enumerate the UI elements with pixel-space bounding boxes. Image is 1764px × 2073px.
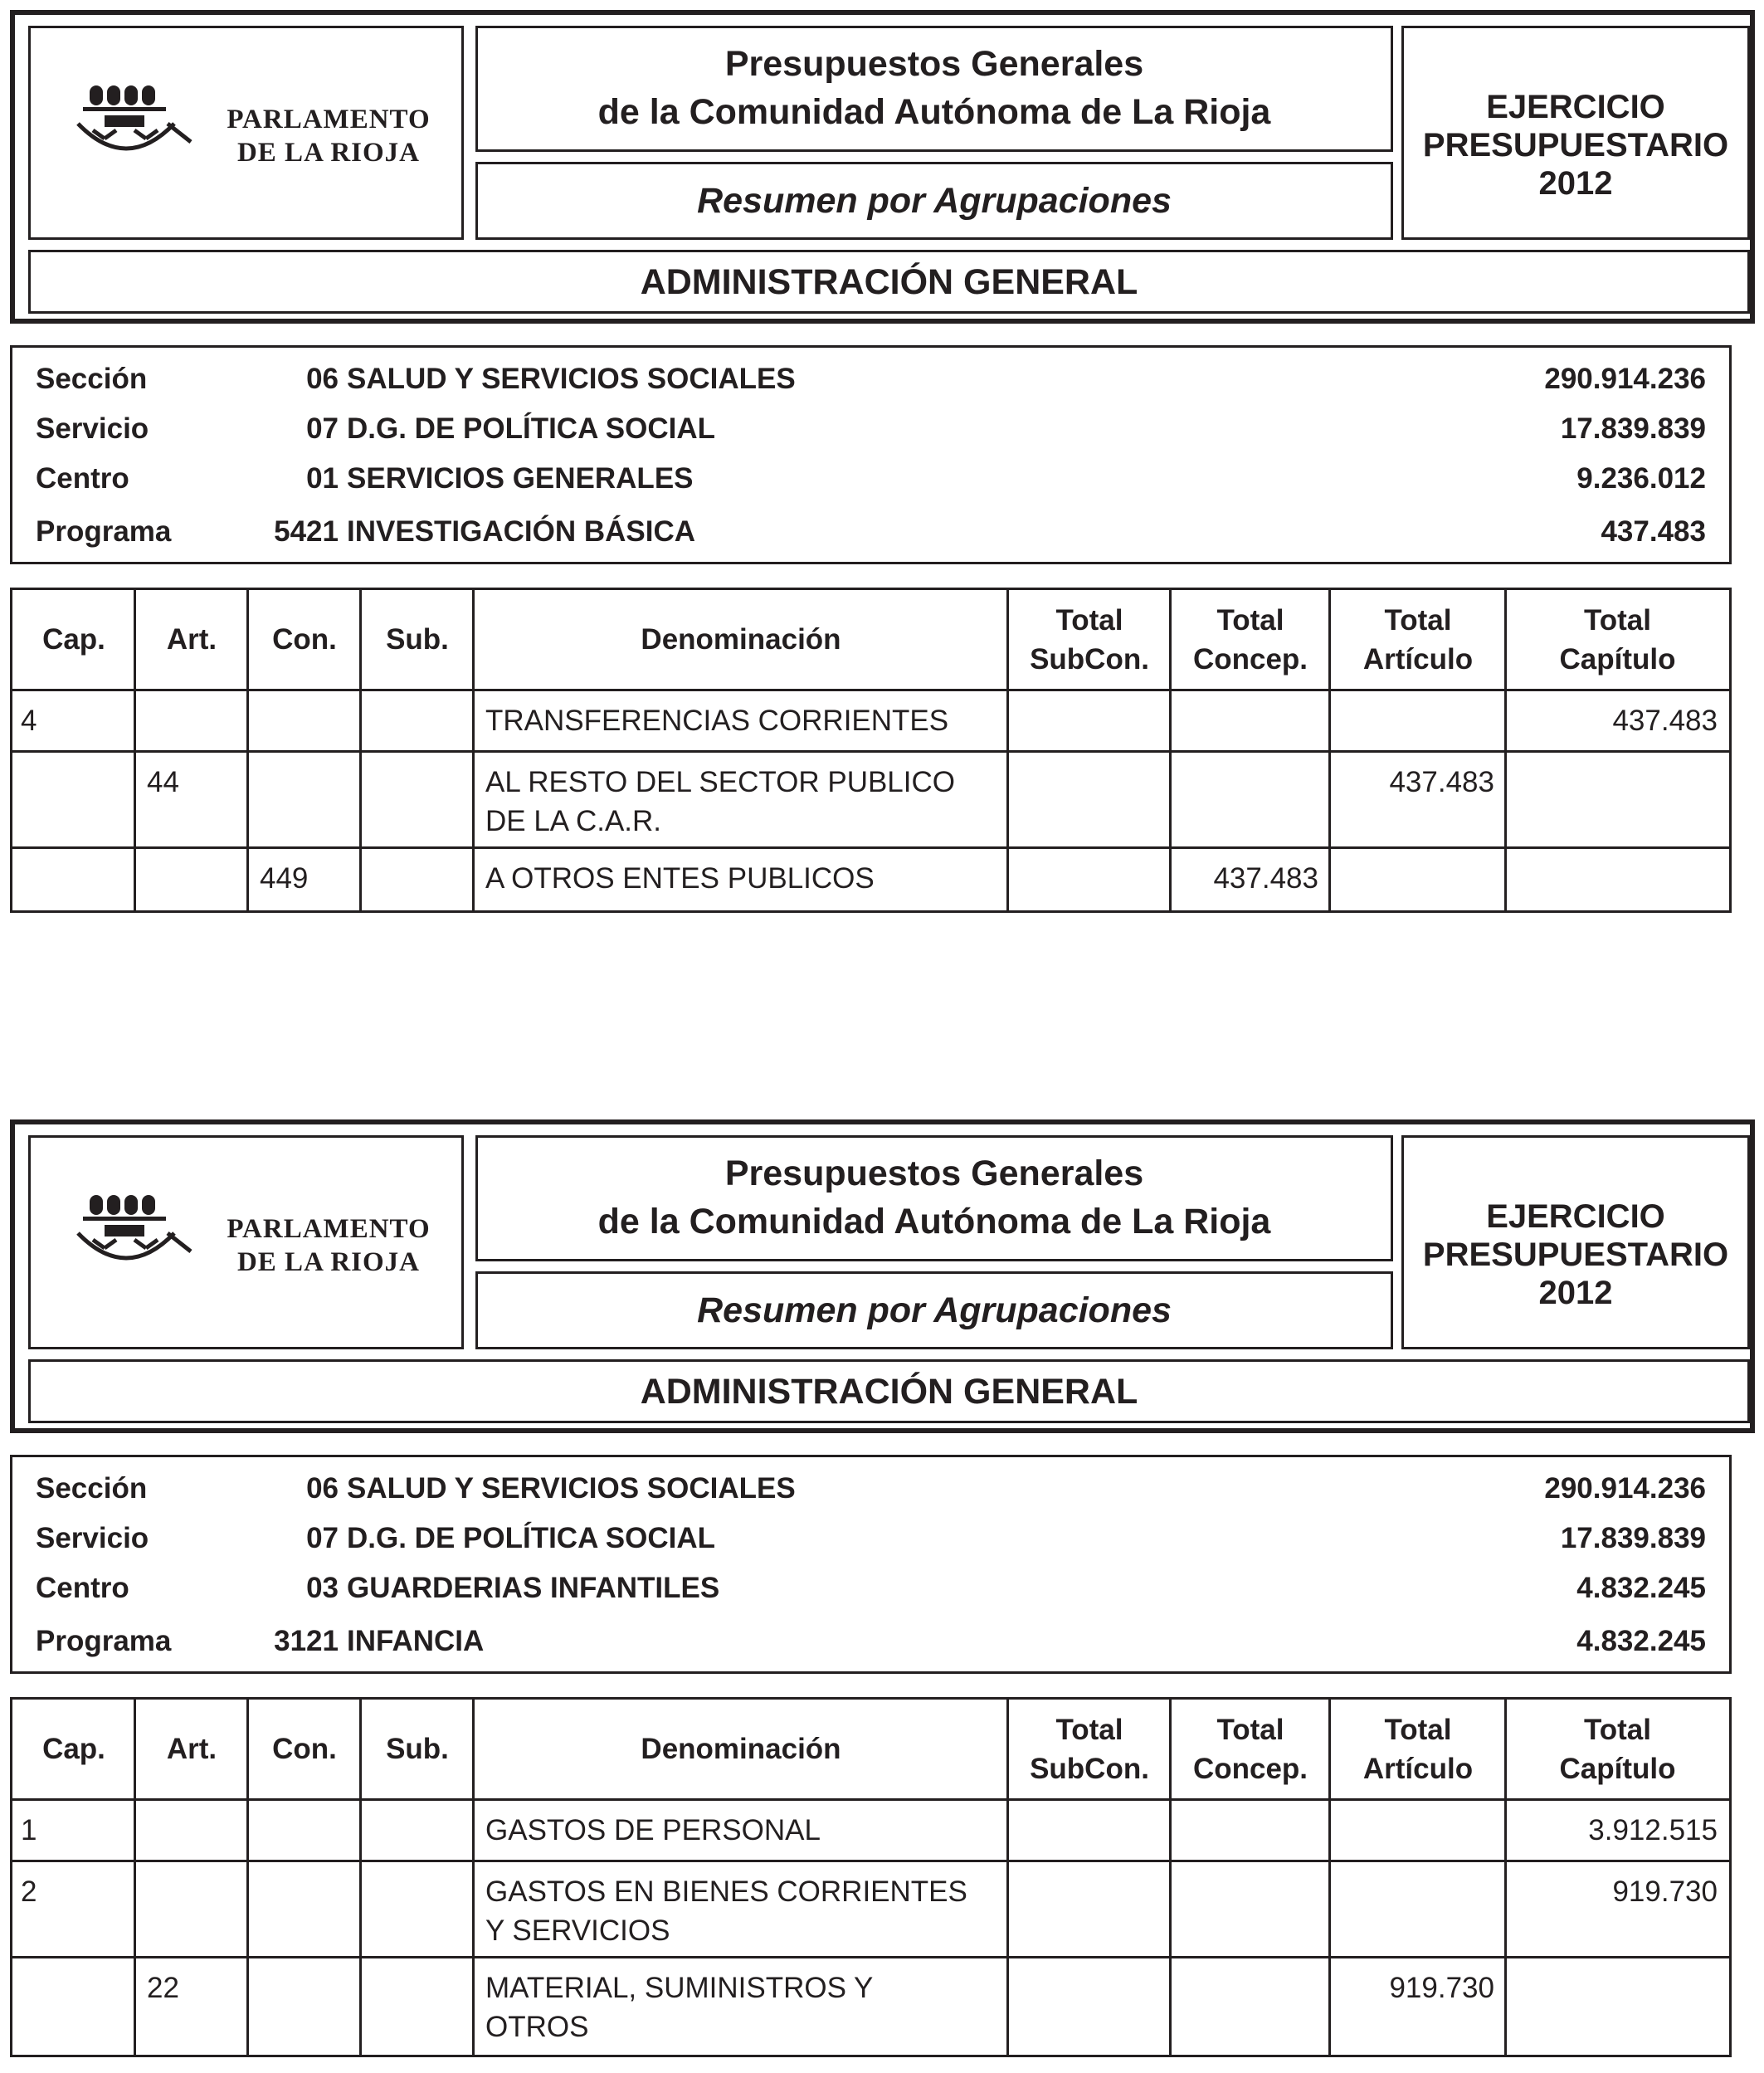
table-row [12,691,1729,753]
info-amount: 290.914.236 [1544,363,1706,395]
column-divider [1504,753,1507,846]
info-code: 3121 [274,1625,339,1657]
info-code: 03 [306,1572,339,1604]
column-divider [134,1862,136,1956]
budget-page [0,0,1764,996]
table-row [12,753,1729,849]
parliament-logo-icon [76,82,201,173]
column-divider [1006,590,1009,689]
column-header-cap: Cap. [42,1733,105,1765]
budget-info-box [10,1455,1732,1674]
info-label: Sección [36,1472,148,1505]
fiscal-year-label-line2: PRESUPUESTARIO [1422,127,1729,163]
document-title-line1: Presupuestos Generales [724,1154,1144,1193]
document-subtitle-box [475,162,1393,240]
column-divider [1328,590,1331,689]
column-divider [1169,1700,1172,1798]
column-divider [359,1862,362,1956]
column-divider [359,753,362,846]
info-row-centro [12,1563,1729,1613]
column-divider [1169,590,1172,689]
info-row-programa [12,507,1729,557]
column-divider [246,1958,249,2055]
info-code: 07 [306,1522,339,1554]
cell-denominacion: AL RESTO DEL SECTOR PUBLICO DE LA C.A.R. [485,766,955,837]
column-header-total-articulo: Total Artículo [1362,603,1474,676]
column-header-total-capitulo: Total Capítulo [1559,603,1676,676]
cell-denominacion: TRANSFERENCIAS CORRIENTES [485,705,949,737]
table-body [12,691,1729,910]
column-divider [246,1801,249,1860]
parliament-logo-icon [76,1192,201,1283]
info-row-servicio [12,1514,1729,1563]
fiscal-year-box [1401,26,1750,240]
column-divider [359,590,362,689]
column-divider [1504,590,1507,689]
fiscal-year-value: 2012 [1538,1275,1613,1311]
column-divider [1006,1700,1009,1798]
administration-title: ADMINISTRACIÓN GENERAL [640,1372,1138,1412]
cell-total-capitulo: 3.912.515 [1588,1814,1718,1846]
document-subtitle: Resumen por Agrupaciones [697,1290,1172,1330]
info-label: Programa [36,1625,172,1657]
column-divider [472,691,475,750]
column-header-art: Art. [166,623,217,656]
cell-cap: 1 [21,1814,37,1846]
info-row-servicio [12,404,1729,454]
fiscal-year-label-line1: EJERCICIO [1486,1198,1665,1235]
info-amount: 290.914.236 [1544,1472,1706,1505]
cell-total-capitulo: 919.730 [1612,1875,1718,1908]
info-row-centro [12,454,1729,504]
fiscal-year-box [1401,1135,1750,1349]
column-divider [472,1958,475,2055]
table-row [12,1801,1729,1862]
column-divider [1006,1801,1009,1860]
budget-table [10,1697,1732,2057]
column-divider [1328,1801,1331,1860]
institution-name-line1: PARLAMENTO [227,1214,431,1244]
info-label: Servicio [36,1522,149,1554]
column-divider [1169,1958,1172,2055]
cell-art: 22 [147,1972,179,2004]
column-divider [246,849,249,910]
column-divider [472,753,475,846]
column-header-total-articulo: Total Artículo [1362,1713,1474,1785]
info-name: INVESTIGACIÓN BÁSICA [347,515,696,548]
info-code: 5421 [274,515,339,548]
info-name: SALUD Y SERVICIOS SOCIALES [347,1472,796,1505]
column-divider [1328,849,1331,910]
cell-denominacion: GASTOS EN BIENES CORRIENTES Y SERVICIOS [485,1875,967,1947]
info-amount: 17.839.839 [1560,412,1706,445]
info-amount: 4.832.245 [1576,1625,1706,1657]
column-divider [1328,1862,1331,1956]
budget-info-box [10,345,1732,564]
column-divider [134,1958,136,2055]
cell-cap: 4 [21,705,37,737]
cell-denominacion: A OTROS ENTES PUBLICOS [485,862,875,895]
cell-total-articulo: 919.730 [1389,1972,1494,2004]
page-header [10,1119,1755,1433]
column-divider [472,590,475,689]
column-divider [1328,753,1331,846]
cell-denominacion: GASTOS DE PERSONAL [485,1814,821,1846]
info-label: Centro [36,1572,129,1604]
column-header-total-concep: Total Concep. [1192,603,1308,676]
column-header-total-capitulo: Total Capítulo [1559,1713,1676,1785]
column-divider [1169,1862,1172,1956]
column-divider [1006,691,1009,750]
column-divider [1504,1862,1507,1956]
column-divider [134,849,136,910]
column-divider [359,1801,362,1860]
document-title-box [475,1135,1393,1261]
column-divider [1006,1862,1009,1956]
column-divider [134,753,136,846]
info-amount: 4.832.245 [1576,1572,1706,1604]
column-divider [246,691,249,750]
info-name: SERVICIOS GENERALES [347,462,694,495]
column-header-con: Con. [272,1733,337,1765]
info-label: Sección [36,363,148,395]
column-divider [1504,1958,1507,2055]
cell-con: 449 [260,862,309,895]
info-row-programa [12,1617,1729,1666]
column-header-denominacion: Denominación [641,623,841,656]
column-divider [1169,1801,1172,1860]
column-divider [134,590,136,689]
document-title-line1: Presupuestos Generales [724,44,1144,84]
column-divider [1006,1958,1009,2055]
column-header-sub: Sub. [386,1733,449,1765]
cell-total-articulo: 437.483 [1389,766,1494,798]
column-divider [246,590,249,689]
column-header-art: Art. [166,1733,217,1765]
column-header-con: Con. [272,623,337,656]
document-title-line2: de la Comunidad Autónoma de La Rioja [597,1202,1271,1241]
column-divider [472,849,475,910]
institution-name [217,1212,441,1279]
document-title-line2: de la Comunidad Autónoma de La Rioja [597,92,1271,132]
table-row [12,1958,1729,2055]
column-divider [359,1958,362,2055]
column-divider [246,1862,249,1956]
info-label: Servicio [36,412,149,445]
column-divider [1328,1958,1331,2055]
column-divider [134,1700,136,1798]
info-amount: 17.839.839 [1560,1522,1706,1554]
institution-logo-box [28,26,464,240]
info-code: 01 [306,462,339,495]
info-name: GUARDERIAS INFANTILES [347,1572,720,1604]
column-divider [359,1700,362,1798]
column-header-denominacion: Denominación [641,1733,841,1765]
document-subtitle-box [475,1271,1393,1349]
page-header [10,10,1755,324]
info-name: SALUD Y SERVICIOS SOCIALES [347,363,796,395]
institution-name [217,103,441,169]
document-subtitle: Resumen por Agrupaciones [697,181,1172,221]
info-code: 06 [306,1472,339,1505]
column-divider [1169,691,1172,750]
table-header [12,590,1729,691]
info-row-seccin [12,354,1729,404]
column-divider [359,691,362,750]
column-divider [1169,753,1172,846]
column-header-sub: Sub. [386,623,449,656]
info-amount: 437.483 [1601,515,1706,548]
administration-box [28,250,1750,314]
info-name: INFANCIA [347,1625,485,1657]
info-name: D.G. DE POLÍTICA SOCIAL [347,412,715,445]
column-header-total-subcon: Total SubCon. [1030,603,1149,676]
cell-denominacion: MATERIAL, SUMINISTROS Y OTROS [485,1972,874,2043]
fiscal-year-label-line1: EJERCICIO [1486,89,1665,125]
institution-name-line2: DE LA RIOJA [236,138,421,168]
table-row [12,1862,1729,1958]
info-label: Centro [36,462,129,495]
table-header [12,1700,1729,1801]
fiscal-year-value: 2012 [1538,165,1613,202]
table-body [12,1801,1729,2055]
column-divider [246,753,249,846]
budget-table [10,588,1732,913]
institution-logo-box [28,1135,464,1349]
column-divider [1504,1700,1507,1798]
administration-box [28,1359,1750,1423]
institution-name-line1: PARLAMENTO [227,105,431,134]
column-divider [359,849,362,910]
info-amount: 9.236.012 [1576,462,1706,495]
column-divider [1504,691,1507,750]
column-header-total-concep: Total Concep. [1192,1713,1308,1785]
fiscal-year-label-line2: PRESUPUESTARIO [1422,1236,1729,1273]
column-header-total-subcon: Total SubCon. [1030,1713,1149,1785]
administration-title: ADMINISTRACIÓN GENERAL [640,262,1138,302]
cell-art: 44 [147,766,179,798]
column-header-cap: Cap. [42,623,105,656]
table-row [12,849,1729,910]
cell-total-capitulo: 437.483 [1612,705,1718,737]
info-label: Programa [36,515,172,548]
info-code: 06 [306,363,339,395]
column-divider [134,691,136,750]
cell-total-concep: 437.483 [1213,862,1318,895]
column-divider [1328,691,1331,750]
cell-cap: 2 [21,1875,37,1908]
column-divider [1504,849,1507,910]
column-divider [1504,1801,1507,1860]
institution-name-line2: DE LA RIOJA [236,1247,421,1277]
document-title-box [475,26,1393,152]
column-divider [472,1801,475,1860]
column-divider [1006,753,1009,846]
info-code: 07 [306,412,339,445]
info-row-seccin [12,1464,1729,1514]
column-divider [1006,849,1009,910]
column-divider [472,1700,475,1798]
column-divider [1169,849,1172,910]
column-divider [1328,1700,1331,1798]
info-name: D.G. DE POLÍTICA SOCIAL [347,1522,715,1554]
column-divider [134,1801,136,1860]
column-divider [472,1862,475,1956]
column-divider [246,1700,249,1798]
budget-page [0,1110,1764,2073]
